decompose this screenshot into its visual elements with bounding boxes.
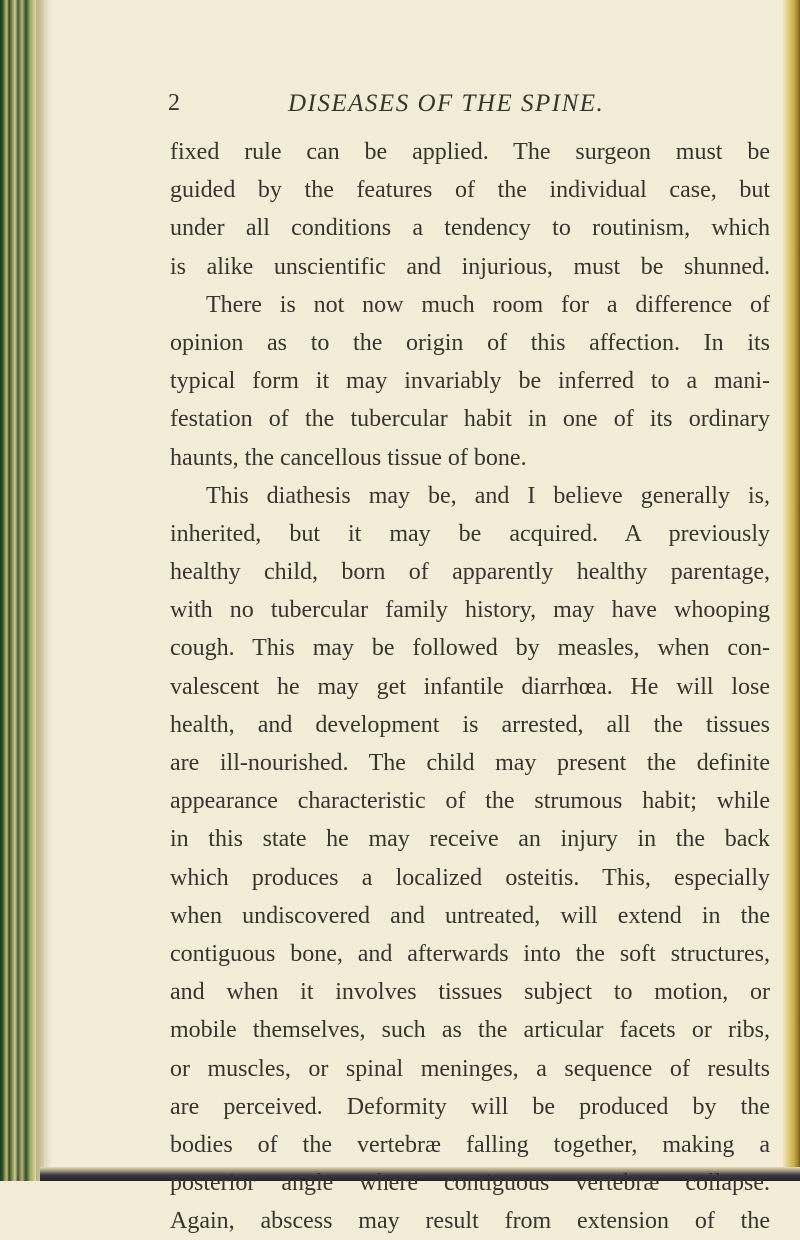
- text-line: are ill-nourished. The child may present the definite: [170, 750, 770, 776]
- text-line: Again, abscess may result from extension of the: [170, 1208, 770, 1235]
- running-title: DISEASES OF THE SPINE.: [288, 90, 605, 117]
- text-line: opinion as to the origin of this affection. In its: [170, 329, 770, 356]
- text-line: typical form it may invariably be inferred to a mani-: [170, 368, 770, 395]
- text-line: when undiscovered and untreated, will extend in the: [170, 902, 770, 929]
- text-line: mobile themselves, such as the articular facets or ribs,: [170, 1017, 770, 1044]
- gutter-shadow: [36, 0, 52, 1181]
- text-line: valescent he may get infantile diarrhœa. He will lose: [170, 673, 770, 700]
- text-line: bodies of the vertebræ falling together, making a: [170, 1131, 770, 1158]
- text-line: healthy child, born of apparently healthy parentage,: [170, 559, 770, 586]
- text-line: festation of the tubercular habit in one of its ordinary: [170, 406, 770, 433]
- page-stack-edge: [782, 0, 800, 1181]
- text-line: is alike unscientific and injurious, must be shunned.: [170, 253, 770, 280]
- text-line: guided by the features of the individual case, but: [170, 177, 770, 204]
- text-line: which produces a localized osteitis. This, especially: [170, 864, 770, 891]
- text-line: appearance characteristic of the strumous habit; while: [170, 788, 770, 815]
- text-line: health, and development is arrested, all the tissues: [170, 711, 770, 738]
- text-line: contiguous bone, and afterwards into the soft structures,: [170, 940, 770, 967]
- page-header: [168, 90, 768, 126]
- text-line: in this state he may receive an injury in the back: [170, 826, 770, 853]
- text-line: and when it involves tissues subject to motion, or: [170, 979, 770, 1006]
- text-line: or muscles, or spinal meninges, a sequence of results: [170, 1055, 770, 1082]
- text-line: under all conditions a tendency to routinism, which: [170, 215, 770, 242]
- text-line: are perceived. Deformity will be produced by the: [170, 1093, 770, 1120]
- text-line: inherited, but it may be acquired. A previously: [170, 520, 770, 547]
- body-text: [170, 133, 770, 1240]
- text-line: with no tubercular family history, may have whooping: [170, 597, 770, 624]
- text-line: There is not now much room for a difference of: [206, 291, 770, 318]
- text-line: posterior angle where contiguous vertebræ collapse.: [170, 1170, 770, 1197]
- page-number: 2: [168, 90, 180, 116]
- text-line: haunts, the cancellous tissue of bone.: [170, 444, 527, 471]
- text-line: fixed rule can be applied. The surgeon must be: [170, 139, 770, 165]
- text-line: cough. This may be followed by measles, when con-: [170, 635, 770, 662]
- text-line: This diathesis may be, and I believe generally is,: [206, 482, 770, 509]
